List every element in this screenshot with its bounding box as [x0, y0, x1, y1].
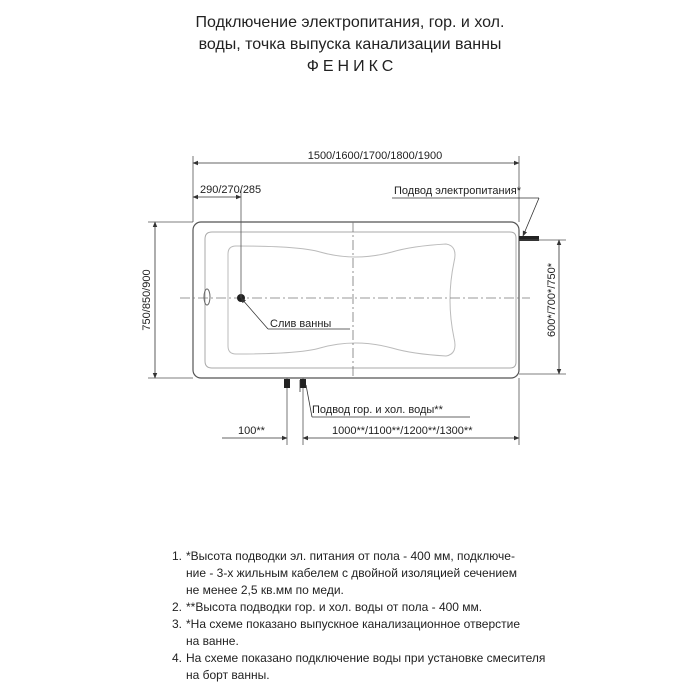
note-line: На схеме показано подключение воды при установке смесителя — [186, 651, 546, 665]
water-supply-label: Подвод гор. и хол. воды** — [312, 404, 443, 416]
note-line: не менее 2,5 кв.мм по меди. — [186, 583, 344, 597]
note-line: на ванне. — [186, 634, 239, 648]
water-length-label: 1000**/1100**/1200**/1300** — [332, 425, 473, 437]
note-1 — [172, 548, 592, 599]
length-dimension-label: 1500/1600/1700/1800/1900 — [307, 150, 443, 162]
note-4 — [172, 650, 592, 684]
note-number: 1. — [172, 549, 183, 563]
note-3 — [172, 616, 592, 650]
hot-water-pipe-icon — [284, 379, 290, 388]
note-line: ние - 3-х жильным кабелем с двойной изоляцией сечением — [186, 566, 517, 580]
title-line-2: воды, точка выпуска канализации ванны — [198, 36, 502, 53]
width-dimension-label: 750/850/900 — [141, 269, 153, 331]
title-product-name: ФЕНИКС — [306, 58, 398, 75]
drain-label: Слив ванны — [270, 318, 332, 330]
title-line-1: Подключение электропитания, гор. и хол. — [195, 14, 505, 31]
note-line: *На схеме показано выпускное канализационное отверстие — [186, 617, 521, 631]
power-callout-leader — [523, 198, 539, 236]
bathtub-bottom-contour — [228, 244, 455, 356]
note-2 — [172, 599, 592, 616]
drain-callout-leader — [241, 298, 268, 329]
notes-list — [172, 548, 592, 684]
note-number: 3. — [172, 617, 183, 631]
inner-width-dimension-label: 600*/700*/750* — [546, 262, 558, 338]
note-line: на борт ванны. — [186, 668, 270, 682]
power-supply-label: Подвод электропитания* — [394, 185, 521, 197]
cold-water-pipe-icon — [300, 379, 306, 388]
note-number: 4. — [172, 651, 183, 665]
note-line: *Высота подводки эл. питания от пола - 400 мм, подключе- — [186, 549, 515, 563]
drain-offset-label: 290/270/285 — [200, 184, 262, 196]
note-line: **Высота подводки гор. и хол. воды от пола - 400 мм. — [186, 600, 483, 614]
water-offset-label: 100** — [238, 425, 265, 437]
note-number: 2. — [172, 600, 183, 614]
bathtub-inner-basin — [205, 232, 516, 368]
